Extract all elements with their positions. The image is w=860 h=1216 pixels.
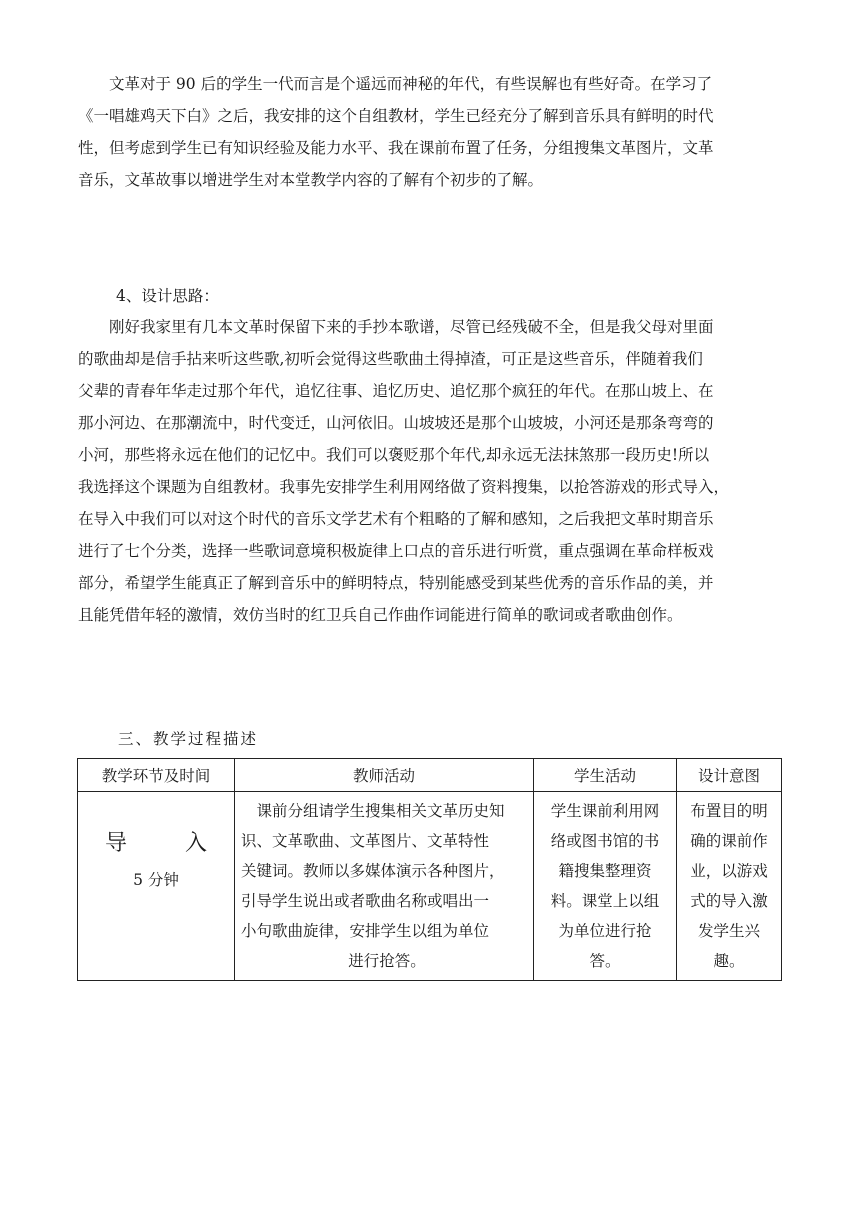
cell-line: 料。课堂上以组 [550,892,660,910]
design-paragraph [78,311,782,631]
header-phase-time: 教学环节及时间 [78,759,235,792]
paragraph-line: 性，但考虑到学生已有知识经验及能力水平、我在课前布置了任务，分组搜集文革图片，文革 [78,139,714,157]
cell-line: 业，以游戏 [690,862,768,880]
paragraph-line: 且能凭借年轻的激情，效仿当时的红卫兵自己作曲作词能进行简单的歌词或者歌曲创作。 [78,606,683,624]
table-row [78,792,782,981]
cell-line: 确的课前作 [690,832,768,850]
cell-line: 络或图书馆的书 [550,832,660,850]
phase-time: 5 分钟 [133,871,179,889]
intro-paragraph [78,68,782,196]
paragraph-line: 音乐，文革故事以增进学生对本堂教学内容的了解有个初步的了解。 [78,171,544,189]
paragraph-line: 我选择这个课题为自组教材。我事先安排学生利用网络做了资料搜集，以抢答游戏的形式导入， [78,478,730,496]
header-teacher-activity: 教师活动 [235,759,534,792]
header-design-intent: 设计意图 [677,759,782,792]
paragraph-line: 文革对于 90 后的学生一代而言是个遥远而神秘的年代，有些误解也有些好奇。在学习了 [78,75,713,93]
cell-line: 答。 [589,952,621,970]
phase-name: 导 入 [104,831,225,856]
teacher-activity-cell [235,792,534,981]
design-heading: 4、设计思路： [116,287,219,305]
cell-line: 发学生兴 [697,922,760,940]
table-header-row [78,759,782,792]
paragraph-line: 的歌曲却是信手拈来听这些歌,初听会觉得这些歌曲土得掉渣，可正是这些音乐，伴随着我们 [78,350,703,368]
cell-line: 引导学生说出或者歌曲名称或唱出一 [241,892,490,910]
paragraph-line: 部分，希望学生能真正了解到音乐中的鲜明特点，特别能感受到某些优秀的音乐作品的美，并 [78,574,714,592]
cell-line: 式的导入激 [690,892,768,910]
paragraph-line: 父辈的青春年华走过那个年代，追忆往事、追忆历史、追忆那个疯狂的年代。在那山坡上、在 [78,382,714,400]
paragraph-line: 小河，那些将永远在他们的记忆中。我们可以褒贬那个年代,却永远无法抹煞那一段历史!所以 [78,446,710,464]
cell-line: 识、文革歌曲、文革图片、文革特性 [241,832,490,850]
cell-line: 布置目的明 [690,802,768,820]
paragraph-line: 在导入中我们可以对这个时代的音乐文学艺术有个粗略的了解和感知，之后我把文革时期音乐 [78,510,714,528]
cell-line: 小句歌曲旋律，安排学生以组为单位 [241,922,490,940]
header-student-activity: 学生活动 [534,759,677,792]
teaching-process-table [77,758,782,981]
cell-line: 关键词。教师以多媒体演示各种图片， [241,862,505,880]
paragraph-line: 《一唱雄鸡天下白》之后，我安排的这个自组教材，学生已经充分了解到音乐具有鲜明的时代 [78,107,714,125]
cell-line: 学生课前利用网 [550,802,660,820]
section-title: 三、教学过程描述 [118,730,259,748]
cell-line: 进行抢答。 [348,952,426,970]
cell-line: 课前分组请学生搜集相关文革历史知 [241,802,505,820]
student-activity-cell [534,792,677,981]
paragraph-line: 刚好我家里有几本文革时保留下来的手抄本歌谱，尽管已经残破不全，但是我父母对里面 [78,318,714,336]
cell-line: 籍搜集整理资 [558,862,652,880]
paragraph-line: 那小河边、在那潮流中，时代变迁，山河依旧。山坡坡还是那个山坡坡，小河还是那条弯弯的 [78,414,714,432]
cell-line: 趣。 [713,952,745,970]
cell-line: 为单位进行抢 [558,922,652,940]
design-intent-cell [677,792,782,981]
paragraph-line: 进行了七个分类，选择一些歌词意境积极旋律上口点的音乐进行听赏，重点强调在革命样板戏 [78,542,714,560]
phase-cell [78,792,235,981]
